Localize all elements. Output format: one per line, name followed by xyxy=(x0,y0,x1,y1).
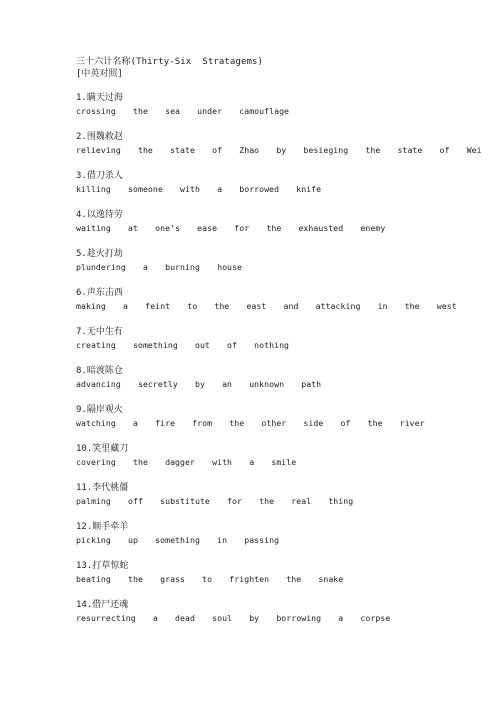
document-subtitle: [中英对照] xyxy=(76,69,123,79)
stratagem-chinese-name: 6.声东击西 xyxy=(76,288,123,298)
stratagem-english-name: relieving the state of Zhao by besieging the state of Wei xyxy=(76,145,482,155)
stratagem-english-name: beating the grass to frighten the snake xyxy=(76,574,344,584)
stratagem-english-name: advancing secretly by an unknown path xyxy=(76,379,322,389)
stratagem-entry xyxy=(76,326,476,351)
stratagem-english-name: making a feint to the east and attacking in the west xyxy=(76,301,457,311)
stratagem-english-name: creating something out of nothing xyxy=(76,340,290,350)
stratagem-english-name: watching a fire from the other side of the river xyxy=(76,418,425,428)
stratagem-chinese-name: 4.以逸待劳 xyxy=(76,210,123,220)
stratagem-english-name: plundering a burning house xyxy=(76,262,242,272)
stratagem-entry xyxy=(76,287,476,312)
stratagem-english-name: resurrecting a dead soul by borrowing a corpse xyxy=(76,613,391,623)
stratagem-chinese-name: 7.无中生有 xyxy=(76,327,123,337)
stratagem-entry xyxy=(76,131,482,156)
document-title: 三十六计名称(Thirty-Six Stratagems) xyxy=(76,57,264,67)
document-page xyxy=(76,56,482,624)
stratagem-entry xyxy=(76,170,476,195)
stratagem-entry xyxy=(76,92,476,117)
stratagem-english-name: palming off substitute for the real thing xyxy=(76,496,354,506)
stratagem-chinese-name: 1.瞒天过海 xyxy=(76,93,123,103)
stratagem-entry xyxy=(76,521,476,546)
stratagem-entry xyxy=(76,404,476,429)
stratagem-chinese-name: 12.顺手牵羊 xyxy=(76,522,129,532)
stratagem-chinese-name: 13.打草惊蛇 xyxy=(76,561,129,571)
stratagem-entry xyxy=(76,443,476,468)
stratagem-entry xyxy=(76,482,476,507)
stratagem-entry xyxy=(76,248,476,273)
stratagem-chinese-name: 9.隔岸观火 xyxy=(76,405,123,415)
stratagem-english-name: picking up something in passing xyxy=(76,535,280,545)
stratagem-entry xyxy=(76,209,476,234)
stratagem-english-name: crossing the sea under camouflage xyxy=(76,106,290,116)
stratagem-chinese-name: 5.趁火打劫 xyxy=(76,249,123,259)
stratagem-english-name: killing someone with a borrowed knife xyxy=(76,184,322,194)
stratagem-english-name: waiting at one’s ease for the exhausted enemy xyxy=(76,223,386,233)
stratagem-english-name: covering the dagger with a smile xyxy=(76,457,297,467)
stratagem-chinese-name: 10.笑里藏刀 xyxy=(76,444,129,454)
stratagem-entry xyxy=(76,560,476,585)
stratagem-chinese-name: 11.李代桃僵 xyxy=(76,483,129,493)
stratagem-chinese-name: 8.暗渡陈仓 xyxy=(76,366,123,376)
stratagem-chinese-name: 14.借尸还魂 xyxy=(76,600,129,610)
stratagem-entry xyxy=(76,599,476,624)
stratagem-chinese-name: 2.围魏救赵 xyxy=(76,132,123,142)
stratagem-entry xyxy=(76,365,476,390)
stratagem-chinese-name: 3.借刀杀人 xyxy=(76,171,123,181)
